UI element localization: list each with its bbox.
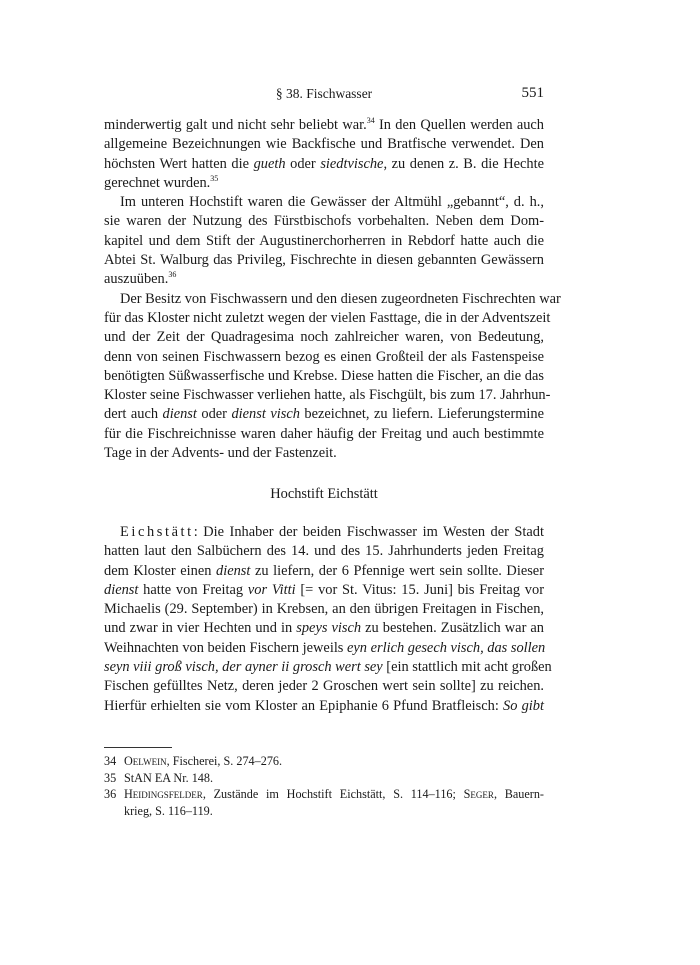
footnote-separator [104,747,172,748]
footnote-author: Seger [463,787,494,801]
footnote-number: 35 [104,770,117,785]
place-name: Eichstätt [120,524,194,540]
running-header [104,86,544,106]
text-line: Michaelis (29. September) in Krebsen, an den übrigen Freitagen in Fischen, [104,601,544,618]
footnote-ref: 34 [366,116,375,125]
text-line: denn von seinen Fischwassern bezog es einen Großteil der als Fastenspeise [104,348,544,365]
running-title: § 38. Fischwasser [275,86,373,101]
text-line: Tage in der Advents- und der Fastenzeit. [104,445,337,462]
section-text [104,523,552,716]
footnote-number: 36 [104,787,117,801]
footnote-continuation: krieg, S. 116–119. [124,803,213,818]
text-line: und der Zeit der Quadragesima noch zahlreicher waren, von Bedeutung, [104,329,544,346]
footnote-ref: 35 [210,173,219,183]
text-line: kapitel und dem Stift der Augustinerchorherren in Rebdorf hatte auch die [104,232,544,249]
text-line: Hierfür erhielten sie vom Kloster an Epiphanie 6 Pfund Bratfleisch: So gibt [104,697,544,714]
footnote-author: Oelwein [124,754,167,768]
footnote: 36 Heidingsfelder, Zustände im Hochstift Eichstätt, S. 114–116; Seger, Bauern- [104,787,544,801]
text-line: Kloster seine Fischwasser verliehen hatte, als Fischgült, bis zum 17. Jahrhun- [104,387,551,404]
text-line: höchsten Wert hatten die gueth oder siedtvische, zu denen z. B. die Hechte [104,155,545,172]
footnote: 34 Oelwein, Fischerei, S. 274–276. [104,754,283,768]
text-line: benötigten Süßwasserfische und Krebse. Diese hatten die Fischer, an die das [104,367,544,384]
page-number: 551 [521,85,544,101]
text-line: auszuüben.$^{36}$ [104,270,177,288]
text-line: Eichstätt: Die Inhaber der beiden Fischwasser im Westen der Stadt [120,524,544,540]
text-line: gerechnet wurden.$^{35}$ [104,173,219,191]
text-line: dienst hatte von Freitag vor Vitti [= vor St. Vitus: 15. Juni] bis Freitag vor [104,581,544,598]
footnote-number: 34 [104,754,117,768]
text-line: dert auch dienst oder dienst visch bezeichnet, zu liefern. Lieferungstermine [104,406,545,423]
text-line: hatten laut den Salbüchern des 14. und des 15. Jahrhunderts jeden Freitag [104,543,544,560]
main-text [104,116,561,463]
text-line: sie waren der Nutzung des Fürstbischofs vorbehalten. Neben dem Dom- [104,213,544,230]
text-line: seyn viii groß visch, der ayner ii grosch wert sey [ein stattlich mit acht großen [104,659,552,676]
footnote-author: Heidingsfelder [124,787,203,801]
text-line: Fischen gefülltes Netz, deren jeder 2 Groschen wert sein sollte] zu reichen. [104,678,544,695]
text-line: Im unteren Hochstift waren die Gewässer der Altmühl „gebannt“, d. h., [120,194,544,211]
footnotes [104,753,544,819]
text-line: Abtei St. Walburg das Privileg, Fischrechte in diesen gebannten Gewässern [104,252,544,269]
text-line: minderwertig galt und nicht sehr beliebt war.$^{34}$ In den Quellen werden auch [104,116,545,133]
section-heading: Hochstift Eichstätt [270,486,378,502]
footnote: 35 StAN EA Nr. 148. [104,770,214,785]
footnote-ref: 36 [168,270,177,280]
text-line: dem Kloster einen dienst zu liefern, der 6 Pfennige wert sein sollte. Dieser [104,562,544,579]
text-line: für das Kloster nicht zuletzt wegen der vielen Fasttage, die in der Adventszeit [104,309,551,326]
text-line: für die Fischreichnisse waren daher häufig der Freitag und auch bestimmte [104,425,544,442]
text-line: allgemeine Bezeichnungen wie Backfische und Bratfische verwendet. Den [104,136,544,153]
text-line: Weihnachten von beiden Fischern jeweils eyn erlich gesech visch, das sollen [104,639,546,656]
text-line: Der Besitz von Fischwassern und den diesen zugeordneten Fischrechten war [120,290,561,307]
text-line: und zwar in vier Hechten und in speys visch zu bestehen. Zusätzlich war an [104,620,544,637]
